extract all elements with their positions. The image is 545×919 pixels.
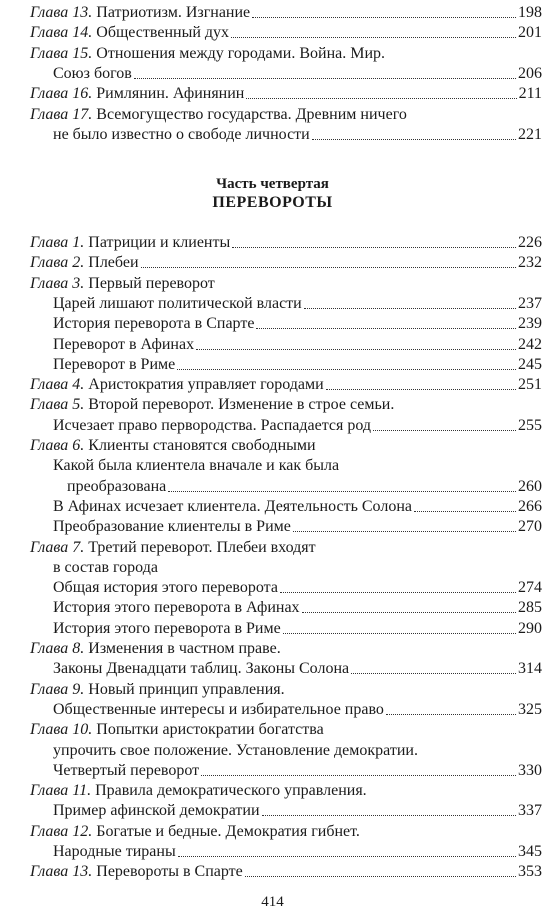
chapter-label: Глава <box>30 274 69 292</box>
entry-title: Изменения в частном праве. <box>84 640 281 657</box>
entry-page-number: 260 <box>518 477 542 495</box>
entry-page-number: 226 <box>518 234 542 251</box>
chapter-label: Глава <box>30 680 69 698</box>
entry-page-number: 242 <box>518 335 542 353</box>
chapter-number: 13. <box>72 863 93 881</box>
dot-leader <box>134 78 516 79</box>
dot-leader <box>293 531 516 532</box>
entry-title: Преобразование клиентелы в Риме <box>53 518 291 536</box>
chapter-number: 10. <box>72 721 93 739</box>
toc-chapter-entry <box>30 721 542 739</box>
entry-page-number: 251 <box>518 376 542 394</box>
dot-leader <box>386 714 516 715</box>
dot-leader <box>168 491 516 492</box>
entry-page-number: 245 <box>518 355 542 373</box>
entry-page-number: 314 <box>518 660 542 678</box>
dot-leader <box>141 267 517 268</box>
toc-subentry <box>53 802 542 820</box>
dot-leader <box>302 612 516 613</box>
chapter-number: 11. <box>72 782 92 800</box>
chapter-label: Глава <box>30 234 69 251</box>
chapter-label: Глава <box>30 4 69 21</box>
toc-subentry <box>53 498 542 516</box>
entry-page-number: 270 <box>518 518 542 536</box>
entry-title: упрочить свое положение. Установление демократии. <box>53 741 418 759</box>
entry-page-number: 198 <box>518 4 542 21</box>
entry-page-number: 232 <box>518 254 542 272</box>
dot-leader <box>232 247 516 248</box>
chapter-label: Глава <box>30 640 69 657</box>
toc-subentry <box>53 356 542 374</box>
entry-page-number: 325 <box>518 700 542 718</box>
chapter-number: 2. <box>72 254 85 272</box>
entry-page-number: 239 <box>518 315 542 333</box>
chapter-number: 4. <box>72 376 85 394</box>
entry-title: Общая история этого переворота <box>53 579 278 597</box>
toc-subentry <box>53 620 542 638</box>
chapter-number: 14. <box>72 24 93 42</box>
entry-title: Переворот в Афинах <box>53 335 195 353</box>
chapter-number: 5. <box>72 396 85 414</box>
dot-leader <box>246 98 516 99</box>
entry-title: Правила демократического управления. <box>91 782 367 800</box>
entry-title: Общественный дух <box>92 24 230 42</box>
entry-title: Царей лишают политической власти <box>53 294 302 312</box>
chapter-label: Глава <box>30 24 69 42</box>
toc-chapter-entry <box>30 376 542 394</box>
toc-chapter-entry <box>30 85 542 103</box>
dot-leader <box>351 673 516 674</box>
entry-title: В Афинах исчезает клиентела. Деятельность Солона <box>53 497 412 515</box>
toc-chapter-entry <box>30 396 542 414</box>
toc-subentry <box>53 295 542 313</box>
entry-page-number: 274 <box>518 579 542 597</box>
chapter-label: Глава <box>30 538 69 556</box>
entry-title: Какой была клиентела вначале и как была <box>53 457 340 475</box>
entry-title: Попытки аристократии богатства <box>92 721 324 739</box>
dot-leader <box>304 308 516 309</box>
entry-title: Патриотизм. Изгнание <box>92 4 251 21</box>
toc-chapter-entry <box>30 275 542 293</box>
chapter-label: Глава <box>30 782 69 800</box>
chapter-label: Глава <box>30 44 69 62</box>
entry-title: Первый переворот <box>84 274 215 292</box>
entry-title: История переворота в Спарте <box>53 315 255 333</box>
dot-leader <box>231 37 516 38</box>
chapter-label: Глава <box>30 85 69 103</box>
toc-chapter-entry <box>30 106 542 124</box>
toc-chapter-entry <box>30 681 542 699</box>
part-title: Часть четвертая <box>216 176 329 192</box>
toc-subentry <box>53 701 542 719</box>
entry-page-number: 266 <box>518 497 542 515</box>
toc-subentry <box>53 457 542 475</box>
chapter-number: 12. <box>72 822 93 840</box>
dot-leader <box>326 389 516 390</box>
dot-leader <box>252 17 516 18</box>
entry-page-number: 255 <box>518 416 542 434</box>
entry-title: Исчезает право первородства. Распадается род <box>53 416 372 434</box>
entry-title: Всемогущество государства. Древним ничего <box>92 105 407 123</box>
entry-title: не было известно о свободе личности <box>53 125 310 143</box>
chapter-label: Глава <box>30 863 69 881</box>
entry-title: Пример афинской демократии <box>53 802 260 820</box>
entry-title: Отношения между городами. Война. Мир. <box>92 44 386 62</box>
entry-title: Третий переворот. Плебеи входят <box>84 538 316 556</box>
entry-title: История этого переворота в Риме <box>53 619 281 637</box>
entry-page-number: 201 <box>518 24 542 42</box>
toc-subentry <box>53 518 542 536</box>
dot-leader <box>177 369 516 370</box>
toc-chapter-entry <box>30 782 542 800</box>
entry-title: Аристократия управляет городами <box>84 376 324 394</box>
toc-subentry <box>53 126 542 144</box>
chapter-number: 3. <box>72 274 85 292</box>
dot-leader <box>262 815 516 816</box>
dot-leader <box>373 430 516 431</box>
toc-subentry <box>53 762 542 780</box>
chapter-number: 1. <box>72 234 85 251</box>
entry-title: Народные тираны <box>53 843 176 860</box>
entry-title: Новый принцип управления. <box>84 680 285 698</box>
entry-title: Богатые и бедные. Демократия гибнет. <box>92 822 360 840</box>
chapter-number: 9. <box>72 680 85 698</box>
entry-title: Плебеи <box>84 254 139 272</box>
toc-subentry <box>53 742 542 760</box>
chapter-label: Глава <box>30 396 69 414</box>
entry-title: Перевороты в Спарте <box>92 863 243 881</box>
dot-leader <box>312 139 516 140</box>
entry-title: Союз богов <box>53 64 132 82</box>
chapter-label: Глава <box>30 105 69 123</box>
toc-chapter-entry <box>30 45 542 63</box>
toc-chapter-entry <box>30 823 542 841</box>
entry-page-number: 330 <box>518 761 542 779</box>
toc-chapter-entry <box>30 254 542 272</box>
chapter-label: Глава <box>30 822 69 840</box>
chapter-label: Глава <box>30 254 69 272</box>
entry-title: Законы Двенадцати таблиц. Законы Солона <box>53 660 350 678</box>
chapter-label: Глава <box>30 721 69 739</box>
entry-page-number: 285 <box>518 599 542 617</box>
toc-chapter-entry <box>30 234 542 252</box>
entry-title: Второй переворот. Изменение в строе семьи. <box>84 396 395 414</box>
toc-subentry <box>53 315 542 333</box>
chapter-number: 17. <box>72 105 93 123</box>
dot-leader <box>201 775 516 776</box>
toc-chapter-entry <box>30 24 542 42</box>
toc-subentry <box>53 843 542 861</box>
dot-leader <box>245 876 516 877</box>
entry-title: в состав города <box>53 558 158 576</box>
entry-title: Клиенты становятся свободными <box>84 437 316 454</box>
toc-subentry <box>53 599 542 617</box>
dot-leader <box>283 633 516 634</box>
chapter-number: 15. <box>72 44 93 62</box>
entry-title: Четвертый переворот <box>53 761 200 779</box>
toc-chapter-entry <box>30 437 542 455</box>
dot-leader <box>414 511 516 512</box>
toc-chapter-entry <box>30 863 542 881</box>
toc-subentry <box>67 478 542 496</box>
toc-subentry <box>53 559 542 577</box>
dot-leader <box>178 856 516 857</box>
entry-title: Патриции и клиенты <box>84 234 231 251</box>
entry-title: Римлянин. Афинянин <box>92 85 245 103</box>
chapter-number: 6. <box>72 437 85 454</box>
section-title: ПЕРЕВОРОТЫ <box>212 194 333 211</box>
chapter-label: Глава <box>30 437 69 454</box>
entry-page-number: 237 <box>518 294 542 312</box>
dot-leader <box>196 349 516 350</box>
chapter-number: 8. <box>72 640 85 657</box>
entry-title: преобразована <box>67 477 167 495</box>
toc-subentry <box>53 417 542 435</box>
entry-title: Переворот в Риме <box>53 355 176 373</box>
entry-page-number: 345 <box>518 843 542 860</box>
toc-chapter-entry <box>30 640 542 658</box>
page-number: 414 <box>261 894 284 910</box>
chapter-number: 16. <box>72 85 93 103</box>
chapter-number: 7. <box>72 538 85 556</box>
entry-page-number: 290 <box>518 619 542 637</box>
toc-subentry <box>53 336 542 354</box>
entry-page-number: 206 <box>518 64 542 82</box>
entry-title: Общественные интересы и избирательное право <box>53 700 384 718</box>
toc-chapter-entry <box>30 539 542 557</box>
toc-chapter-entry <box>30 4 542 22</box>
entry-page-number: 353 <box>518 863 542 881</box>
chapter-number: 13. <box>72 4 93 21</box>
entry-page-number: 221 <box>518 125 542 143</box>
dot-leader <box>280 592 516 593</box>
entry-page-number: 337 <box>518 802 542 820</box>
dot-leader <box>256 328 516 329</box>
toc-subentry <box>53 579 542 597</box>
chapter-label: Глава <box>30 376 69 394</box>
toc-subentry <box>53 660 542 678</box>
entry-page-number: 211 <box>518 85 542 103</box>
toc-subentry <box>53 65 542 83</box>
entry-title: История этого переворота в Афинах <box>53 599 300 617</box>
